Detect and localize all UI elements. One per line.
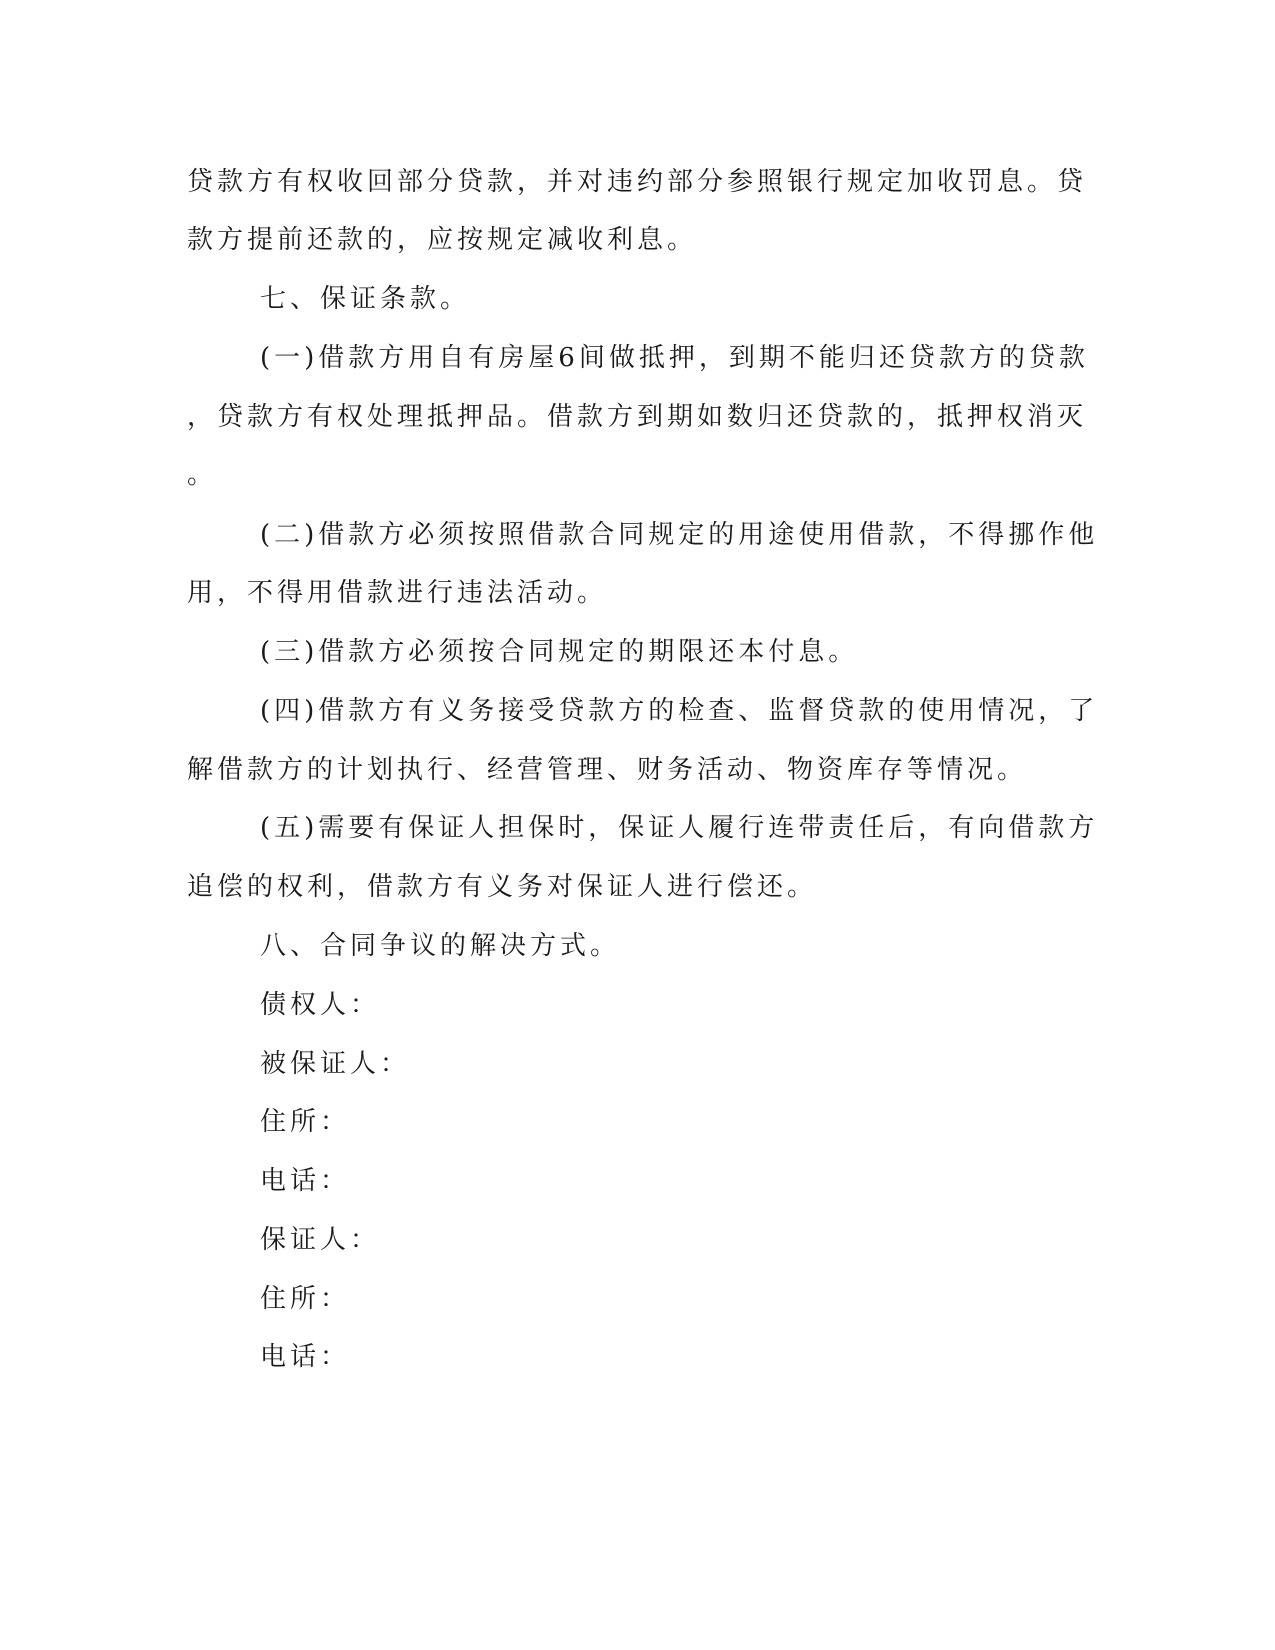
signature-field-label: 保证人： (260, 1225, 381, 1255)
paragraph-line: 款方提前还款的，应按规定减收利息。 (187, 225, 698, 255)
signature-field-label: 债权人： (260, 990, 381, 1020)
section-heading: 七、保证条款。 (260, 284, 471, 314)
paragraph-line: (五)需要有保证人担保时，保证人履行连带责任后，有向借款方 (260, 813, 1099, 843)
paragraph-line: (二)借款方必须按照借款合同规定的用途使用借款，不得挪作他 (260, 520, 1099, 550)
paragraph-line: ，贷款方有权处理抵押品。借款方到期如数归还贷款的，抵押权消灭 (187, 402, 1088, 432)
signature-field-label: 电话： (260, 1166, 351, 1196)
signature-field-label: 住所： (260, 1284, 351, 1314)
section-heading: 八、合同争议的解决方式。 (260, 931, 621, 961)
paragraph-line: 贷款方有权收回部分贷款，并对违约部分参照银行规定加收罚息。贷 (187, 167, 1088, 197)
paragraph-line: 用，不得用借款进行违法活动。 (187, 578, 608, 608)
paragraph-line: (四)借款方有义务接受贷款方的检查、监督贷款的使用情况，了 (260, 696, 1099, 726)
paragraph-line: (一)借款方用自有房屋6间做抵押，到期不能归还贷款方的贷款 (260, 343, 1089, 373)
paragraph-line: 解借款方的计划执行、经营管理、财务活动、物资库存等情况。 (187, 755, 1028, 785)
paragraph-line: 。 (187, 460, 218, 490)
paragraph-line: (三)借款方必须按合同规定的期限还本付息。 (260, 637, 859, 667)
signature-field-label: 被保证人： (260, 1049, 411, 1079)
paragraph-line: 追偿的权利，借款方有义务对保证人进行偿还。 (187, 872, 818, 902)
signature-field-label: 电话： (260, 1342, 351, 1372)
signature-field-label: 住所： (260, 1107, 351, 1137)
